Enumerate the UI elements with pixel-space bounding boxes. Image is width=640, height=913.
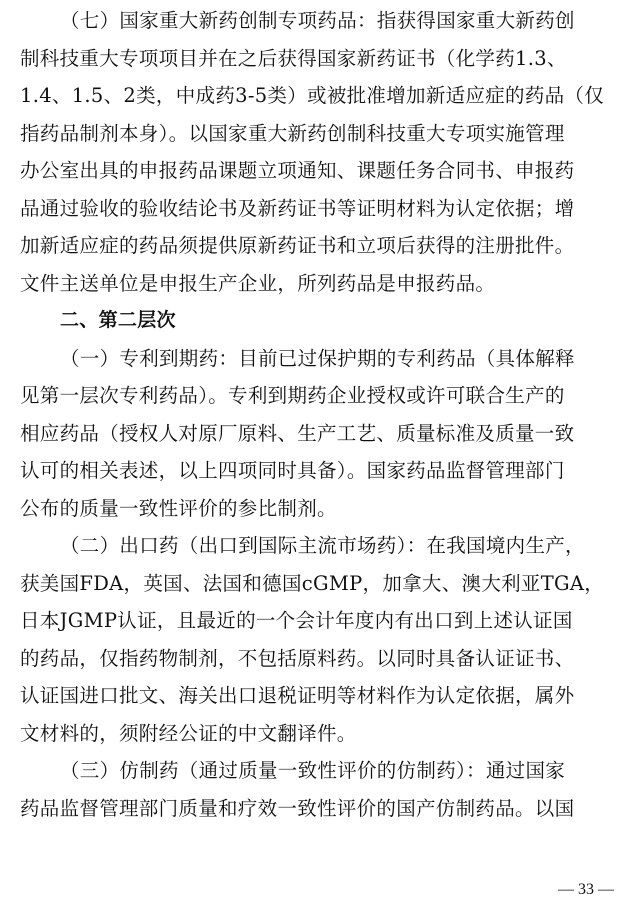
text-line: 认可的相关表述，以上四项同时具备）。国家药品监督管理部门 xyxy=(20,459,565,482)
text-line: 的药品，仅指药物制剂，不包括原料药。以同时具备认证证书、 xyxy=(20,646,575,670)
text-line: 药品监督管理部门质量和疗效一致性评价的国产仿制药品。以国 xyxy=(20,796,575,820)
text-line: 制科技重大专项项目并在之后获得国家新药证书（化学药1.3、 xyxy=(20,46,567,70)
text-line: 品通过验收的验收结论书及新药证书等证明材料为认定依据；增 xyxy=(20,196,575,220)
text-line: 加新适应症的药品须提供原新药证书和立项后获得的注册批件。 xyxy=(20,234,575,257)
section-heading: 二、第二层次 xyxy=(60,309,176,331)
text-line: （三）仿制药（通过质量一致性评价的仿制药）：通过国家 xyxy=(60,759,566,782)
text-line: 获美国FDA，英国、法国和德国cGMP，加拿大、澳大利亚TGA， xyxy=(20,571,605,595)
text-line: 相应药品（授权人对原厂原料、生产工艺、质量标准及质量一致 xyxy=(20,421,575,445)
text-line: （七）国家重大新药创制专项药品：指获得国家重大新药创 xyxy=(60,9,575,32)
text-line: 办公室出具的申报药品课题立项通知、课题任务合同书、申报药 xyxy=(20,159,575,182)
page-number: — 33 — xyxy=(558,881,614,898)
text-line: 日本JGMP认证，且最近的一个会计年度内有出口到上述认证国 xyxy=(20,609,573,632)
text-line: 1.4、1.5、2类，中成药3-5类）或被批准增加新适应症的药品（仅 xyxy=(20,84,605,107)
text-line: （二）出口药（出口到国际主流市场药）：在我国境内生产， xyxy=(60,534,585,557)
text-line: 文材料的，须附经公证的中文翻译件。 xyxy=(20,721,357,745)
text-line: 指药品制剂本身）。以国家重大新药创制科技重大专项实施管理 xyxy=(20,121,565,145)
text-line: 认证国进口批文、海关出口退税证明等材料作为认定依据，属外 xyxy=(20,684,575,707)
text-line: 文件主送单位是申报生产企业，所列药品是申报药品。 xyxy=(20,271,496,295)
text-line: 见第一层次专利药品）。专利到期药企业授权或许可联合生产的 xyxy=(20,384,565,407)
document-body xyxy=(20,2,620,827)
text-line: 公布的质量一致性评价的参比制剂。 xyxy=(20,496,337,520)
text-line: （一）专利到期药：目前已过保护期的专利药品（具体解释 xyxy=(60,346,575,370)
